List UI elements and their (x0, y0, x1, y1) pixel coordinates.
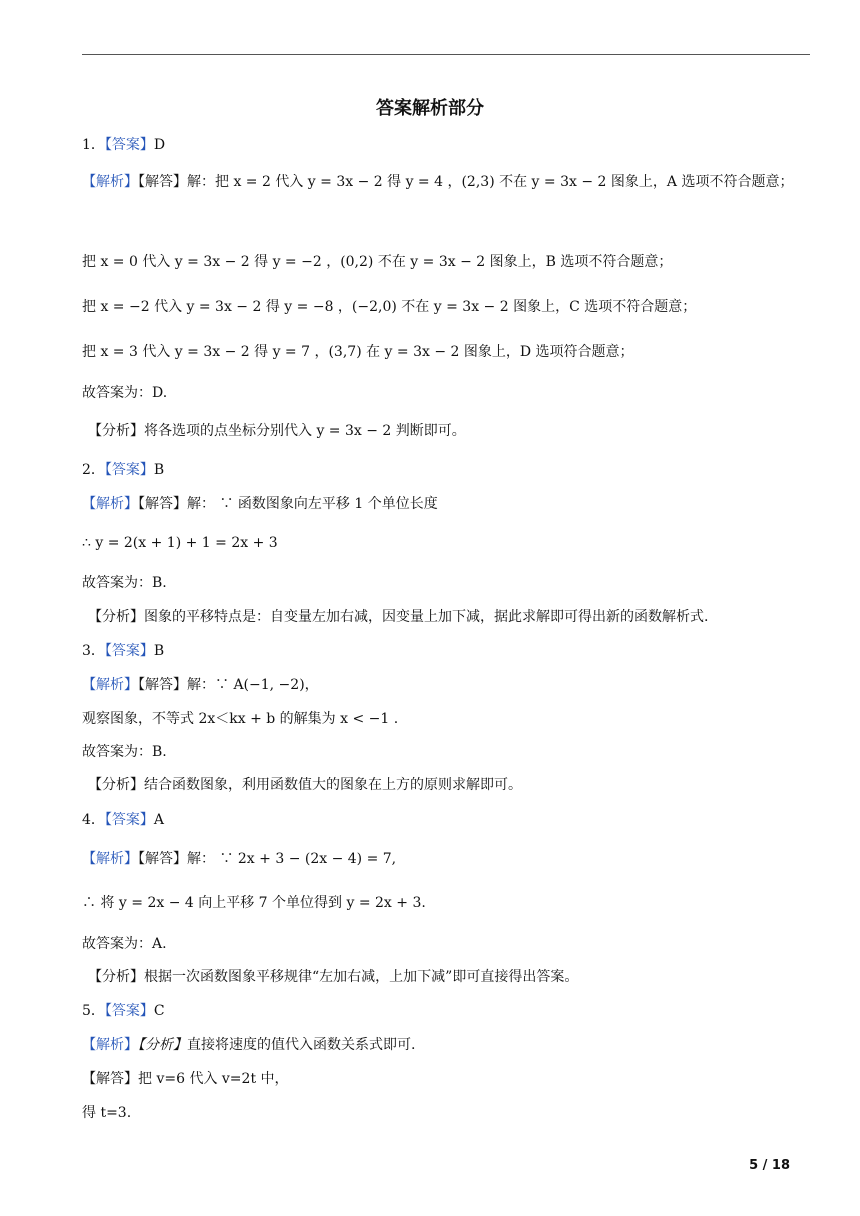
q1-conclusion: 故答案为：D. (82, 385, 168, 401)
q5-solution-line-2: 得 t=3. (82, 1105, 132, 1121)
q2-conclusion: 故答案为：B. (82, 575, 167, 591)
q5-answer-line: 5．【答案】C (82, 1003, 165, 1019)
q3-solution-line-2: 观察图象，不等式 2x＜kx + b 的解集为 x < −1 . (82, 711, 399, 727)
q3-conclusion: 故答案为：B. (82, 744, 167, 760)
q3-answer-line: 3．【答案】B (82, 643, 165, 659)
q1-answer-line: 1．【答案】D (82, 137, 166, 153)
q1-solution-line-2: 把 x = 0 代入 y = 3x − 2 得 y = −2 ，(0,2) 不在 y = 3x − 2 图象上，B 选项不符合题意； (82, 254, 673, 270)
q4-solution-line-2: ∴ 将 y = 2x − 4 向上平移 7 个单位得到 y = 2x + 3. (82, 895, 426, 911)
page-number: 5 / 18 (749, 1158, 790, 1173)
q4-answer-line: 4．【答案】A (82, 812, 165, 828)
q4-conclusion: 故答案为：A. (82, 936, 167, 952)
q1-solution-line-3: 把 x = −2 代入 y = 3x − 2 得 y = −8 ，(−2,0) 不在 y = 3x − 2 图象上，C 选项不符合题意； (82, 299, 697, 315)
header-rule (82, 54, 810, 55)
q3-analysis: 【分析】结合函数图象，利用函数值大的图象在上方的原则求解即可。 (88, 777, 522, 793)
q3-solution-line-1: 【解析】【解答】解：∵ A(−1, −2)， (82, 677, 319, 693)
q2-answer-line: 2．【答案】B (82, 462, 165, 478)
q1-analysis: 【分析】将各选项的点坐标分别代入 y = 3x − 2 判断即可。 (88, 423, 466, 439)
q2-solution-line-2: ∴ y = 2(x + 1) + 1 = 2x + 3 (82, 535, 278, 551)
q4-analysis: 【分析】根据一次函数图象平移规律“左加右减，上加下减”即可直接得出答案。 (88, 969, 579, 985)
q1-solution-line-4: 把 x = 3 代入 y = 3x − 2 得 y = 7 ，(3,7) 在 y = 3x − 2 图象上，D 选项符合题意； (82, 344, 634, 360)
q2-solution-line-1: 【解析】【解答】解： ∵ 函数图象向左平移 1 个单位长度 (82, 496, 438, 512)
q5-analysis-line: 【解析】【分析】直接将速度的值代入函数关系式即可. (82, 1037, 416, 1053)
q1-solution-line-1: 【解析】【解答】解：把 x = 2 代入 y = 3x − 2 得 y = 4 ，(2,3) 不在 y = 3x − 2 图象上，A 选项不符合题意； (82, 174, 794, 190)
q2-analysis: 【分析】图象的平移特点是：自变量左加右减，因变量上加下减，据此求解即可得出新的函数解析式. (88, 609, 709, 625)
q4-solution-line-1: 【解析】【解答】解： ∵ 2x + 3 − (2x − 4) = 7, (82, 851, 397, 867)
page-title: 答案解析部分 (376, 98, 484, 119)
q5-solution-line-1: 【解答】把 v=6 代入 v=2t 中， (82, 1071, 289, 1087)
